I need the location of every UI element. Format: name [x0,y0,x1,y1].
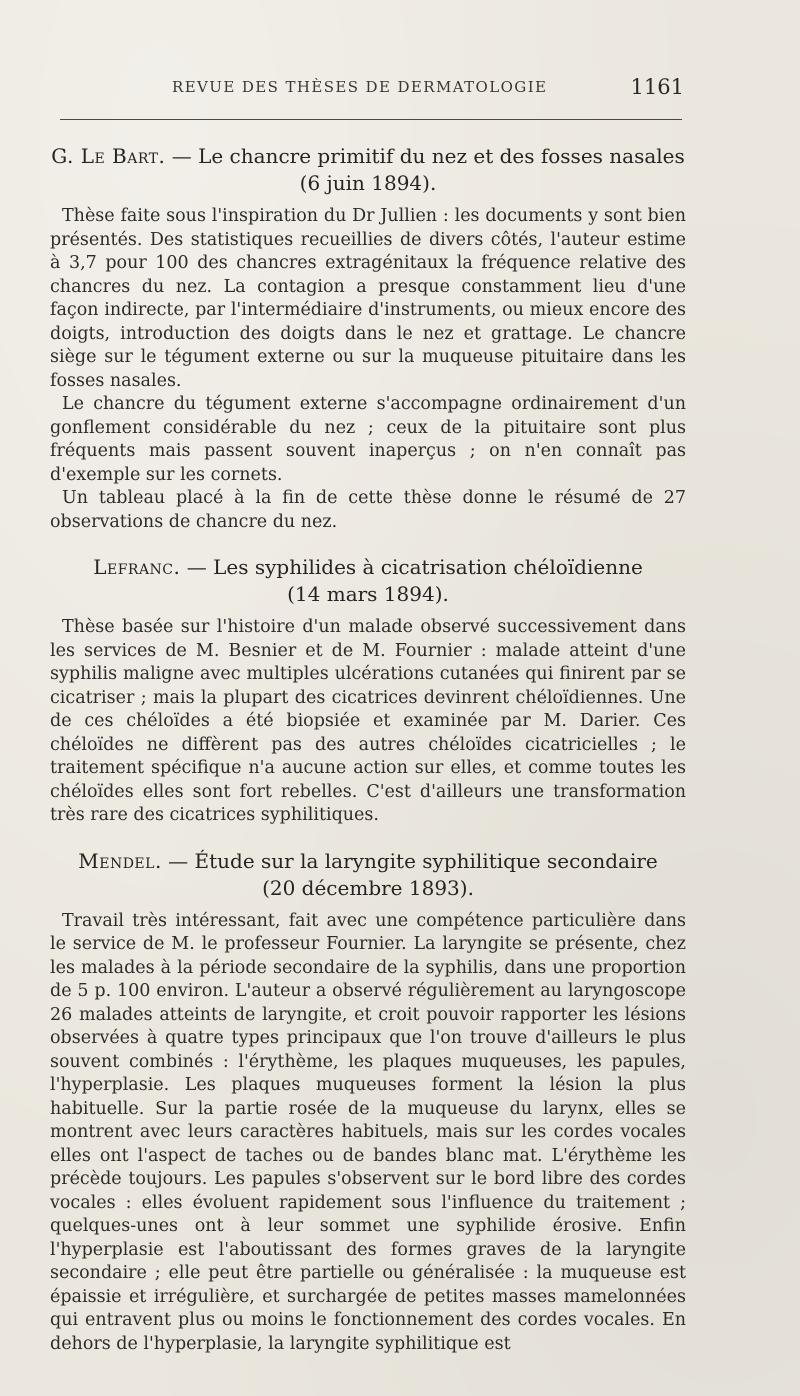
paragraph: Un tableau placé à la fin de cette thèse donne le résumé de 27 observations de chancre du nez. [50,488,686,532]
entry-title: — Les syphilides à cicatrisation chéloïdienne [186,555,643,579]
entry-date: (6 juin 1894). [299,171,437,195]
thesis-entry-le-bart [50,143,686,534]
entry-heading [50,143,686,197]
page-number: 1161 [630,75,684,99]
running-header [60,75,684,108]
page-body [50,143,686,1356]
paragraph: Thèse basée sur l'histoire d'un malade observé successivement dans les services de M. Besnier et de M. Fournier : malade atteint d'une syphilis maligne avec multiples ulcérations cutanées qui finirent par se cicatriser ; mais la plupart des cicatrices devinrent chéloïdiennes. Une de ces chéloïdes a été biopsiée et examinée par M. Darier. Ces chéloïdes ne diffèrent pas des autres chéloïdes cicatricielles ; le traitement spécifique n'a aucune action sur elles, et comme toutes les chéloïdes elles sont fort rebelles. C'est d'ailleurs une transformation très rare des cicatrices syphilitiques. [50,617,686,825]
entry-heading [50,848,686,902]
entry-title: — Le chancre primitif du nez et des fosses nasales [171,144,685,168]
header-rule [60,119,682,120]
entry-author: Lefranc. [93,555,181,579]
thesis-entry-lefranc [50,554,686,828]
entry-author: G. Le Bart. [51,144,166,168]
entry-title: — Étude sur la laryngite syphilitique secondaire [168,848,658,873]
entry-heading [50,554,686,608]
thesis-entry-mendel [50,848,686,1357]
entry-date: (14 mars 1894). [287,582,449,606]
entry-author: Mendel. [78,848,162,873]
paragraph: Travail très intéressant, fait avec une compétence particulière dans le service de M. le professeur Fournier. La laryngite se présente, chez les malades à la période secondaire de la syphilis, dans une proportion de 5 p. 100 environ. L'auteur a observé régulièrement au laryngoscope 26 malades atteints de laryngite, et croit pouvoir rapporter les lésions observées à quatre types principaux que l'on trouve d'ailleurs le plus souvent combinés : l'érythème, les plaques muqueuses, les papules, l'hyperplasie. Les plaques muqueuses forment la lésion la plus habituelle. Sur la partie rosée de la muqueuse du larynx, elles se montrent avec leurs caractères habituels, mais sur les cordes vocales elles ont l'aspect de taches ou de bandes blanc mat. L'érythème les précède toujours. Les papules s'observent sur le bord libre des cordes vocales : elles évoluent rapidement sous l'influence du traitement ; quelques-unes ont à leur sommet une syphilide érosive. Enfin l'hyperplasie est l'aboutissant des formes graves de la laryngite secondaire ; elle peut être partielle ou généralisée : la muqueuse est épaissie et irrégulière, et surchargée de petites masses mamelonnées qui entravent plus ou moins le fonctionnement des cordes vocales. En dehors de l'hyperplasie, la laryngite syphilitique est [50,910,686,1354]
entry-date: (20 décembre 1893). [262,875,474,900]
paragraph: Le chancre du tégument externe s'accompagne ordinairement d'un gonflement considérable du nez ; ceux de la pituitaire sont plus fréquents mais passent souvent inaperçus ; on n'en connaît pas d'exemple sur les cornets. [50,394,686,485]
paragraph: Thèse faite sous l'inspiration du Dr Jullien : les documents y sont bien présentés. Des statistiques recueillies de divers côtés, l'auteur estime à 3,7 pour 100 des chancres extragénitaux la fréquence relative des chancres du nez. La contagion a presque constamment lieu d'une façon indirecte, par l'intermédiaire d'instruments, ou mieux encore des doigts, introduction des doigts dans le nez et grattage. Le chancre siège sur le tégument externe ou sur la muqueuse pituitaire dans les fosses nasales. [50,206,686,391]
running-title: REVUE DES THÈSES DE DERMATOLOGIE [172,78,548,96]
